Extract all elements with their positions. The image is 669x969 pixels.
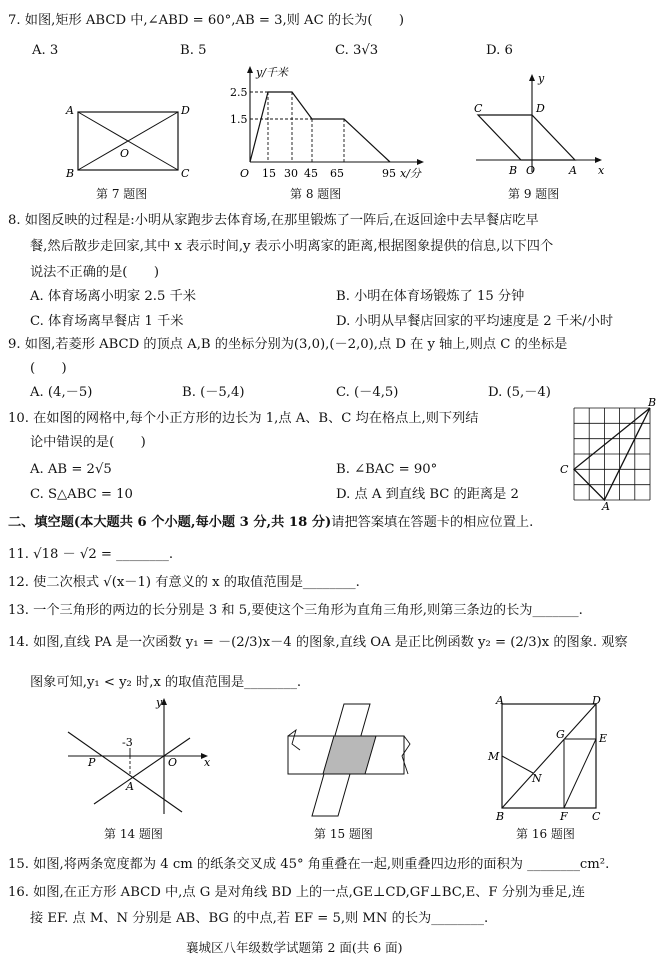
figure-9 xyxy=(470,68,620,180)
segment-ef xyxy=(564,739,596,808)
label-x: x xyxy=(204,756,211,769)
q9-stem-line2: ( ) xyxy=(30,361,67,376)
x-axis-label: x/分 xyxy=(400,167,421,180)
q9-option-a: A. (4,－5) xyxy=(30,385,93,400)
label-a: A xyxy=(66,104,74,117)
label-b: B xyxy=(66,167,75,180)
section-2-heading xyxy=(8,516,533,529)
figure-14 xyxy=(64,692,224,822)
q7-option-b: B. 5 xyxy=(180,43,207,58)
label-o: O xyxy=(526,164,536,177)
q8-option-b: B. 小明在体育场锻炼了 15 分钟 xyxy=(336,289,525,304)
fig15-caption: 第 15 题图 xyxy=(314,827,373,841)
label-n: N xyxy=(532,772,542,785)
q10-stem-line2: 论中错误的是( ) xyxy=(30,435,146,450)
section-2-note: 请把答案填在答题卡的相应位置上. xyxy=(331,515,534,530)
figure-7 xyxy=(60,100,200,195)
label-a: A xyxy=(569,164,577,177)
label-c: C xyxy=(560,463,569,476)
label-d: D xyxy=(536,102,545,115)
y-tick-1-5: 1.5 xyxy=(230,113,248,126)
rhombus-abcd xyxy=(478,115,575,160)
label-a: A xyxy=(496,694,504,707)
section-2-title: 二、填空题(本大题共 6 个小题,每小题 3 分,共 18 分) xyxy=(8,515,332,530)
q7-option-d: D. 6 xyxy=(486,43,513,58)
q14-stem-line1: 14. 如图,直线 PA 是一次函数 y₁ = －(2/3)x－4 的图象,直线 OA 是正比例函数 y₂ = (2/3)x 的图象. 观察 xyxy=(8,635,628,650)
fig8-caption: 第 8 题图 xyxy=(290,187,342,201)
x-tick-65: 65 xyxy=(330,167,344,180)
label-c: C xyxy=(592,810,601,823)
q9-option-c: C. (－4,5) xyxy=(336,385,399,400)
q8-stem-line3: 说法不正确的是( ) xyxy=(30,265,159,280)
label-b: B xyxy=(509,164,518,177)
q7-option-c: C. 3√3 xyxy=(335,43,379,58)
label-c: C xyxy=(181,167,190,180)
label-g: G xyxy=(556,728,565,741)
q7-option-a: A. 3 xyxy=(32,43,59,58)
q9-option-d: D. (5,－4) xyxy=(488,385,551,400)
label-a: A xyxy=(126,780,134,793)
label-e: E xyxy=(599,732,608,745)
q12: 12. 使二次根式 √(x－1) 有意义的 x 的取值范围是________. xyxy=(8,575,360,590)
label-d: D xyxy=(181,104,190,117)
label-b: B xyxy=(496,810,505,823)
label-a: A xyxy=(602,500,610,513)
distance-time-graph xyxy=(250,92,390,162)
fig7-caption: 第 7 题图 xyxy=(96,187,148,201)
x-tick-95: 95 xyxy=(382,167,396,180)
y-tick-2-5: 2.5 xyxy=(230,86,248,99)
q10-option-c: C. S△ABC = 10 xyxy=(30,487,133,502)
q9-stem-line1: 9. 如图,若菱形 ABCD 的顶点 A,B 的坐标分别为(3,0),(－2,0),点 D 在 y 轴上,则点 C 的坐标是 xyxy=(8,337,568,352)
origin-label: O xyxy=(240,167,250,180)
fig14-caption: 第 14 题图 xyxy=(104,827,163,841)
label-d: D xyxy=(592,694,601,707)
label-m: M xyxy=(488,750,500,763)
q8-option-c: C. 体育场离早餐店 1 千米 xyxy=(30,314,184,329)
label-o: O xyxy=(168,756,178,769)
figure-8 xyxy=(230,62,430,184)
label-y: y xyxy=(538,72,545,85)
label-y: y xyxy=(156,696,163,709)
q16-stem-line1: 16. 如图,在正方形 ABCD 中,点 G 是对角线 BD 上的一点,GE⊥CD,GF⊥BC,E、F 分别为垂足,连 xyxy=(8,885,586,900)
x-tick-45: 45 xyxy=(304,167,318,180)
q16-stem-line2: 接 EF. 点 M、N 分别是 AB、BG 的中点,若 EF = 5,则 MN 的长为________. xyxy=(30,911,489,926)
page-footer: 襄城区八年级数学试题第 2 面(共 6 面) xyxy=(186,940,403,955)
q14-stem-line2: 图象可知,y₁ < y₂ 时,x 的取值范围是________. xyxy=(30,675,302,690)
label-c: C xyxy=(474,102,483,115)
figure-10-grid xyxy=(556,396,660,513)
label-o: O xyxy=(120,147,130,160)
q15: 15. 如图,将两条宽度都为 4 cm 的纸条交叉成 45° 角重叠在一起,则重叠四边形的面积为 ________cm². xyxy=(8,857,610,872)
q7-stem: 7. 如图,矩形 ABCD 中,∠ABD = 60°,AB = 3,则 AC 的长为( ) xyxy=(8,13,405,28)
q10-stem-line1: 10. 在如图的网格中,每个小正方形的边长为 1,点 A、B、C 均在格点上,则下列结 xyxy=(8,411,479,426)
q10-option-a: A. AB = 2√5 xyxy=(30,462,112,477)
x-tick-15: 15 xyxy=(262,167,276,180)
q11: 11. √18 － √2 = ________. xyxy=(8,547,174,562)
line-oa xyxy=(94,738,190,804)
x-tick-30: 30 xyxy=(284,167,298,180)
diagonal-bd xyxy=(502,704,596,808)
label-p: P xyxy=(88,756,96,769)
fig9-caption: 第 9 题图 xyxy=(508,187,560,201)
y-axis-label: y/千米 xyxy=(256,66,288,79)
q9-option-b: B. (－5,4) xyxy=(182,385,245,400)
q8-stem-line2: 餐,然后散步走回家,其中 x 表示时间,y 表示小明离家的距离,根据图象提供的信息,以下四个 xyxy=(30,239,554,254)
label-x: x xyxy=(598,164,605,177)
q8-option-d: D. 小明从早餐店回家的平均速度是 2 千米/小时 xyxy=(336,314,614,329)
segment-mn xyxy=(502,756,533,773)
figure-15 xyxy=(286,700,416,820)
label-b: B xyxy=(648,396,657,409)
q8-option-a: A. 体育场离小明家 2.5 千米 xyxy=(30,289,196,304)
figure-16 xyxy=(480,696,620,822)
q10-option-b: B. ∠BAC = 90° xyxy=(336,462,438,477)
q13: 13. 一个三角形的两边的长分别是 3 和 5,要使这个三角形为直角三角形,则第三条边的长为_______. xyxy=(8,603,583,618)
q10-option-d: D. 点 A 到直线 BC 的距离是 2 xyxy=(336,487,519,502)
q8-stem-line1: 8. 如图反映的过程是:小明从家跑步去体育场,在那里锻炼了一阵后,在返回途中去早餐店吃早 xyxy=(8,213,539,228)
label-minus-3: -3 xyxy=(122,736,133,749)
label-f: F xyxy=(560,810,568,823)
fig16-caption: 第 16 题图 xyxy=(516,827,575,841)
